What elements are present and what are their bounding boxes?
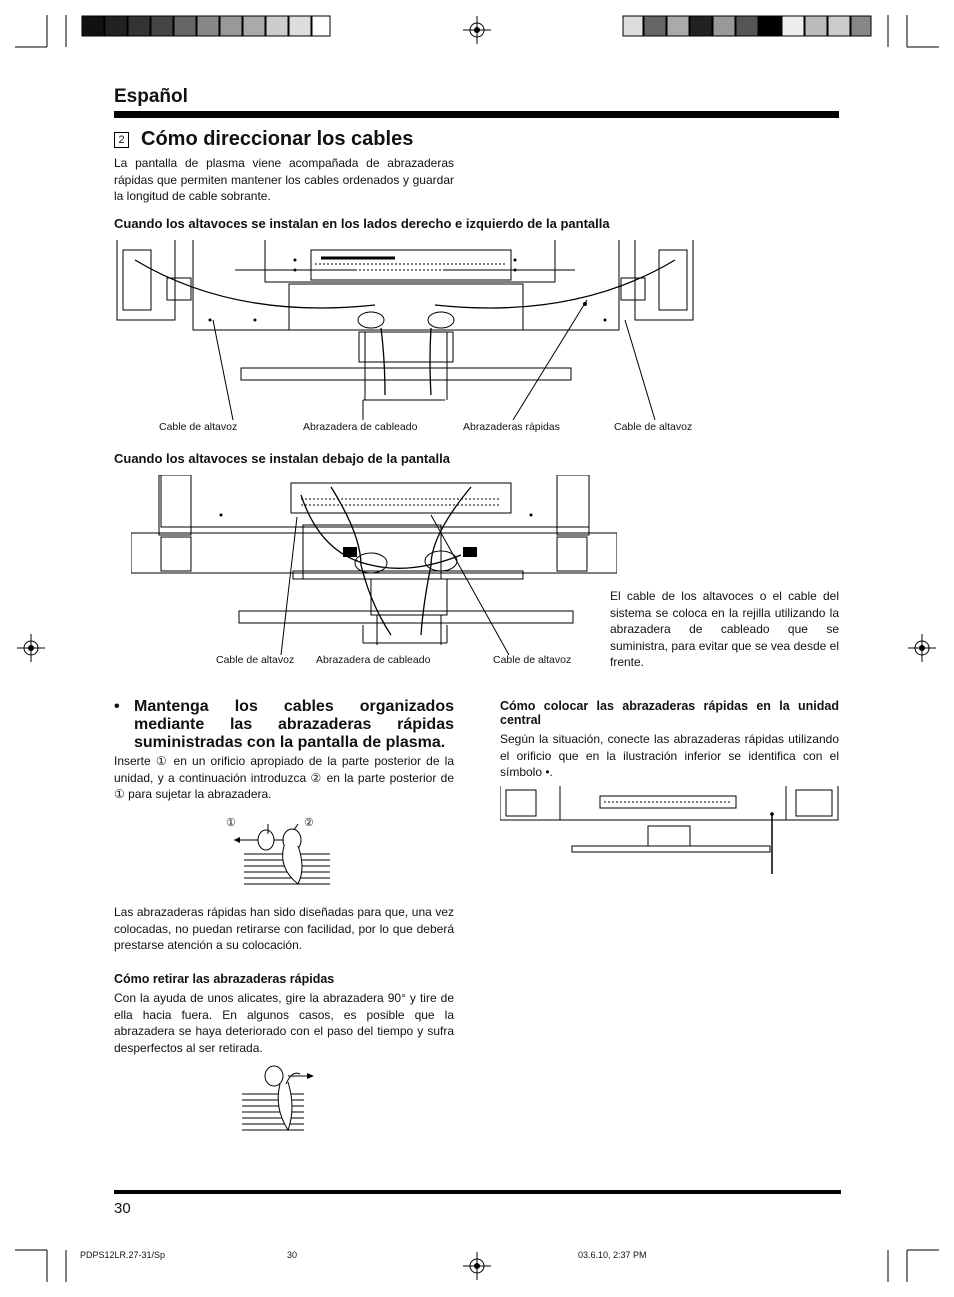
footer-file: PDPS12LR.27-31/Sp (80, 1250, 166, 1260)
figure1-label-quick-clamps: Abrazaderas rápidas (463, 421, 560, 433)
figure2-label-speaker-cable-right: Cable de altavoz (493, 654, 572, 666)
figure1-label-speaker-cable-left: Cable de altavoz (159, 421, 238, 433)
top-rule (114, 111, 839, 118)
footer-page: 30 (287, 1250, 298, 1260)
bullet-heading (114, 698, 454, 752)
bottom-rule (114, 1190, 841, 1194)
language-heading: Español (114, 86, 188, 107)
figure2-note: El cable de los altavoces o el cable del sistema se coloca en la rejilla utilizando la abrazadera de cableado que se suministra, para evitar que se vea desde el frente. (610, 589, 839, 669)
figure2-label-speaker-cable-left: Cable de altavoz (216, 654, 295, 666)
figure1-heading: Cuando los altavoces se instalan en los lados derecho e izquierdo de la pantalla (114, 216, 610, 231)
clip-label-2: ② (304, 817, 314, 829)
figure2-heading: Cuando los altavoces se instalan debajo de la pantalla (114, 451, 450, 466)
central-unit-heading: Cómo colocar las abrazaderas rápidas en la unidad central (500, 699, 839, 727)
figure2-label-wiring-clamp: Abrazadera de cableado (316, 654, 431, 666)
section-title (114, 128, 413, 151)
footer-date: 03.6.10, 2:37 PM (578, 1250, 647, 1260)
section-title-text: Cómo direccionar los cables (141, 128, 414, 150)
quick-clamp-insert-illustration (234, 824, 334, 888)
central-unit-illustration (500, 786, 842, 876)
section-number: 2 (114, 132, 129, 148)
remove-paragraph: Con la ayuda de unos alicates, gire la abrazadera 90° y tire de ella hacia fuera. En algunos casos, es posible que la abrazadera se haya deteriorado con el paso del tiempo y sufra desperfectos al ser retirada. (114, 991, 454, 1055)
page-number: 30 (114, 1200, 131, 1217)
figure1-label-wiring-clamp: Abrazadera de cableado (303, 421, 418, 433)
bullet-heading-text: Mantenga los cables organizados mediante las abrazaderas rápidas suministradas con la pantalla de plasma. (134, 698, 454, 751)
quick-clamp-remove-illustration (238, 1064, 318, 1134)
figure2-illustration (131, 475, 617, 655)
figure1-label-speaker-cable-right: Cable de altavoz (614, 421, 693, 433)
bullet-dot: • (114, 698, 120, 715)
intro-paragraph: La pantalla de plasma viene acompañada de abrazaderas rápidas que permiten mantener los cables ordenados y guardar la longitud de cable sobrante. (114, 156, 454, 203)
remove-heading: Cómo retirar las abrazaderas rápidas (114, 972, 335, 986)
central-unit-paragraph: Según la situación, conecte las abrazaderas rápidas utilizando el orificio que en la ilustración inferior se identifica con el símbolo •. (500, 732, 839, 779)
figure1-illustration (115, 240, 697, 420)
insert-paragraph: Inserte ① en un orificio apropiado de la parte posterior de la unidad, y a continuación introduzca ② en la parte posterior de ① para sujetar la abrazadera. (114, 754, 454, 801)
clip-label-1: ① (226, 817, 236, 829)
clip-note-paragraph: Las abrazaderas rápidas han sido diseñadas para que, una vez colocadas, no puedan retirarse con facilidad, por lo que deberá prestarse atención a su colocación. (114, 905, 454, 952)
